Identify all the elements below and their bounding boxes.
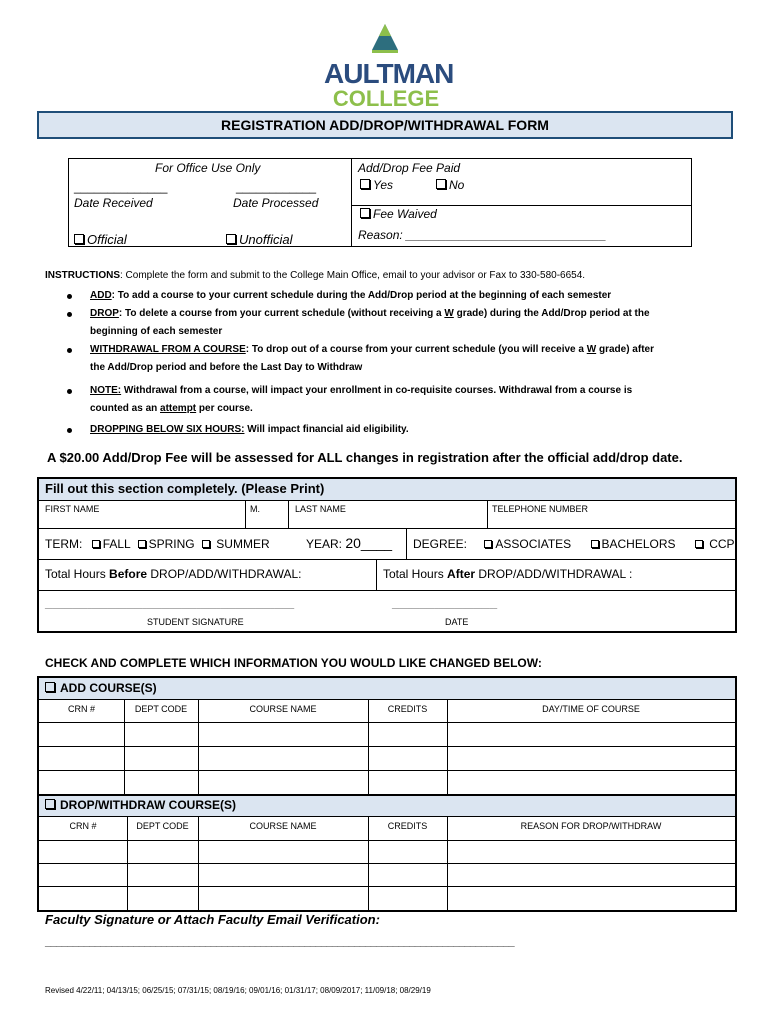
drop-row-3[interactable] bbox=[39, 887, 735, 909]
fee-paid-yes[interactable]: Yes bbox=[360, 178, 393, 192]
fall-checkbox[interactable] bbox=[92, 540, 100, 548]
term-spring-option[interactable]: SPRING bbox=[138, 537, 195, 551]
associates-checkbox[interactable] bbox=[484, 540, 492, 548]
term-fall-option[interactable]: FALL bbox=[92, 537, 131, 551]
spring-checkbox[interactable] bbox=[138, 540, 146, 548]
add-courses-checkbox[interactable] bbox=[45, 682, 55, 692]
fee-yes-checkbox[interactable] bbox=[360, 179, 370, 189]
fee-paid-label: Add/Drop Fee Paid bbox=[358, 161, 461, 175]
date-label: DATE bbox=[445, 617, 469, 627]
degree-ccp-option[interactable]: CCP bbox=[695, 537, 735, 551]
drop-col-credits: CREDITS bbox=[387, 821, 428, 831]
official-option[interactable]: Official bbox=[74, 232, 127, 247]
last-name-label: LAST NAME bbox=[295, 504, 346, 514]
instructions-text: : Complete the form and submit to the College Main Office, email to your advisor or Fax to 330-580-6654. bbox=[120, 270, 586, 281]
add-col-day-time: DAY/TIME OF COURSE bbox=[542, 704, 640, 714]
logo-aultman-text: AULTMAN bbox=[324, 58, 454, 89]
instructions-line bbox=[45, 270, 585, 281]
bullet bbox=[67, 348, 72, 353]
instructions-label: INSTRUCTIONS bbox=[45, 270, 120, 281]
year-field[interactable]: YEAR: 20____ bbox=[306, 535, 393, 551]
date-line: ___________________________ bbox=[392, 602, 498, 609]
unofficial-option[interactable]: Unofficial bbox=[226, 232, 292, 247]
unofficial-checkbox[interactable] bbox=[226, 234, 236, 244]
drop-col-crn: CRN # bbox=[69, 821, 97, 831]
add-row-2[interactable] bbox=[39, 747, 735, 770]
instruction-drop: DROP: To delete a course from your current schedule (without receiving a W grade) during the Add/Drop period at the bbox=[90, 308, 650, 319]
drop-row-2[interactable] bbox=[39, 864, 735, 886]
drop-row-1[interactable] bbox=[39, 841, 735, 863]
form-title: REGISTRATION ADD/DROP/WITHDRAWAL FORM bbox=[221, 117, 549, 133]
add-col-credits: CREDITS bbox=[387, 704, 428, 714]
fee-notice: A $20.00 Add/Drop Fee will be assessed for ALL changes in registration after the official add/drop date. bbox=[47, 450, 683, 465]
faculty-signature-label: Faculty Signature or Attach Faculty Email Verification: bbox=[45, 912, 380, 927]
term-row: TERM: FALL SPRING SUMMER bbox=[45, 537, 270, 551]
bullet bbox=[67, 294, 72, 299]
instruction-note-cont: counted as an attempt per course. bbox=[90, 403, 253, 414]
student-signature-label: STUDENT SIGNATURE bbox=[147, 617, 244, 627]
logo-triangle-icon bbox=[370, 22, 400, 54]
drop-courses-checkbox[interactable] bbox=[45, 799, 55, 809]
instruction-add: ADD: To add a course to your current schedule during the Add/Drop period at the beginning of each semester bbox=[90, 290, 612, 301]
ccp-checkbox[interactable] bbox=[695, 540, 703, 548]
instruction-dropping: DROPPING BELOW SIX HOURS: Will impact financial aid eligibility. bbox=[90, 424, 409, 435]
degree-bachelors-option[interactable]: BACHELORS bbox=[591, 537, 676, 551]
fee-waived-checkbox[interactable] bbox=[360, 208, 370, 218]
college-logo bbox=[320, 22, 454, 111]
drop-col-dept: DEPT CODE bbox=[136, 821, 189, 831]
telephone-label: TELEPHONE NUMBER bbox=[492, 504, 589, 514]
date-processed-blank: ____________ bbox=[236, 180, 317, 194]
degree-associates-option[interactable]: ASSOCIATES bbox=[484, 537, 571, 551]
fee-divider bbox=[351, 205, 692, 206]
add-col-course-name: COURSE NAME bbox=[249, 704, 317, 714]
date-processed-label: Date Processed bbox=[233, 196, 319, 210]
student-signature-line: ________________________________________________________________ bbox=[45, 602, 295, 609]
instruction-withdrawal-cont: the Add/Drop period and before the Last Day to Withdraw bbox=[90, 362, 363, 373]
term-summer-option[interactable]: SUMMER bbox=[202, 537, 270, 551]
drop-col-course-name: COURSE NAME bbox=[249, 821, 317, 831]
student-section-header: Fill out this section completely. (Please Print) bbox=[39, 479, 735, 501]
form-title-bar bbox=[37, 111, 733, 139]
degree-row: DEGREE: ASSOCIATES BACHELORS CCP bbox=[413, 537, 735, 551]
revision-dates: Revised 4/22/11; 04/13/15; 06/25/15; 07/31/15; 08/19/16; 09/01/16; 01/31/17; 08/09/2017; 11/09/18; 08/29/19 bbox=[45, 986, 431, 995]
bullet bbox=[67, 389, 72, 394]
drop-col-reason: REASON FOR DROP/WITHDRAW bbox=[520, 821, 662, 831]
logo-college-text: COLLEGE bbox=[332, 86, 440, 111]
fee-waived-reason: Reason: ______________________________ bbox=[358, 228, 607, 242]
add-col-crn: CRN # bbox=[67, 704, 95, 714]
fee-no-checkbox[interactable] bbox=[436, 179, 446, 189]
summer-checkbox[interactable] bbox=[202, 540, 210, 548]
drop-courses-header[interactable]: DROP/WITHDRAW COURSE(S) bbox=[39, 796, 735, 817]
hours-before-label: Total Hours Before DROP/ADD/WITHDRAWAL: bbox=[45, 567, 302, 581]
mi-label: M. bbox=[250, 504, 260, 514]
bullet bbox=[67, 428, 72, 433]
instruction-drop-cont: beginning of each semester bbox=[90, 326, 223, 337]
bullet bbox=[67, 312, 72, 317]
bachelors-checkbox[interactable] bbox=[591, 540, 599, 548]
office-divider bbox=[351, 158, 352, 247]
office-use-title: For Office Use Only bbox=[155, 161, 261, 175]
fee-waived-option[interactable]: Fee Waived bbox=[360, 207, 437, 221]
changes-heading: CHECK AND COMPLETE WHICH INFORMATION YOU WOULD LIKE CHANGED BELOW: bbox=[45, 656, 542, 670]
official-checkbox[interactable] bbox=[74, 234, 84, 244]
fee-paid-no[interactable]: No bbox=[436, 178, 464, 192]
instruction-withdrawal: WITHDRAWAL FROM A COURSE: To drop out of a course from your current schedule (you will receive a W grade) after bbox=[90, 344, 654, 355]
date-received-label: Date Received bbox=[74, 196, 153, 210]
faculty-signature-line[interactable]: _____________________________________________________________________________________ bbox=[45, 936, 515, 948]
date-received-blank: ______________ bbox=[74, 180, 168, 194]
hours-after-label: Total Hours After DROP/ADD/WITHDRAWAL : bbox=[383, 567, 633, 581]
add-courses-header[interactable]: ADD COURSE(S) bbox=[39, 678, 735, 700]
first-name-label: FIRST NAME bbox=[45, 504, 100, 514]
add-row-1[interactable] bbox=[39, 723, 735, 746]
add-row-3[interactable] bbox=[39, 771, 735, 794]
instruction-note: NOTE: Withdrawal from a course, will impact your enrollment in co-requisite courses. Withdrawal from a course is bbox=[90, 385, 633, 396]
add-col-dept: DEPT CODE bbox=[134, 704, 188, 714]
